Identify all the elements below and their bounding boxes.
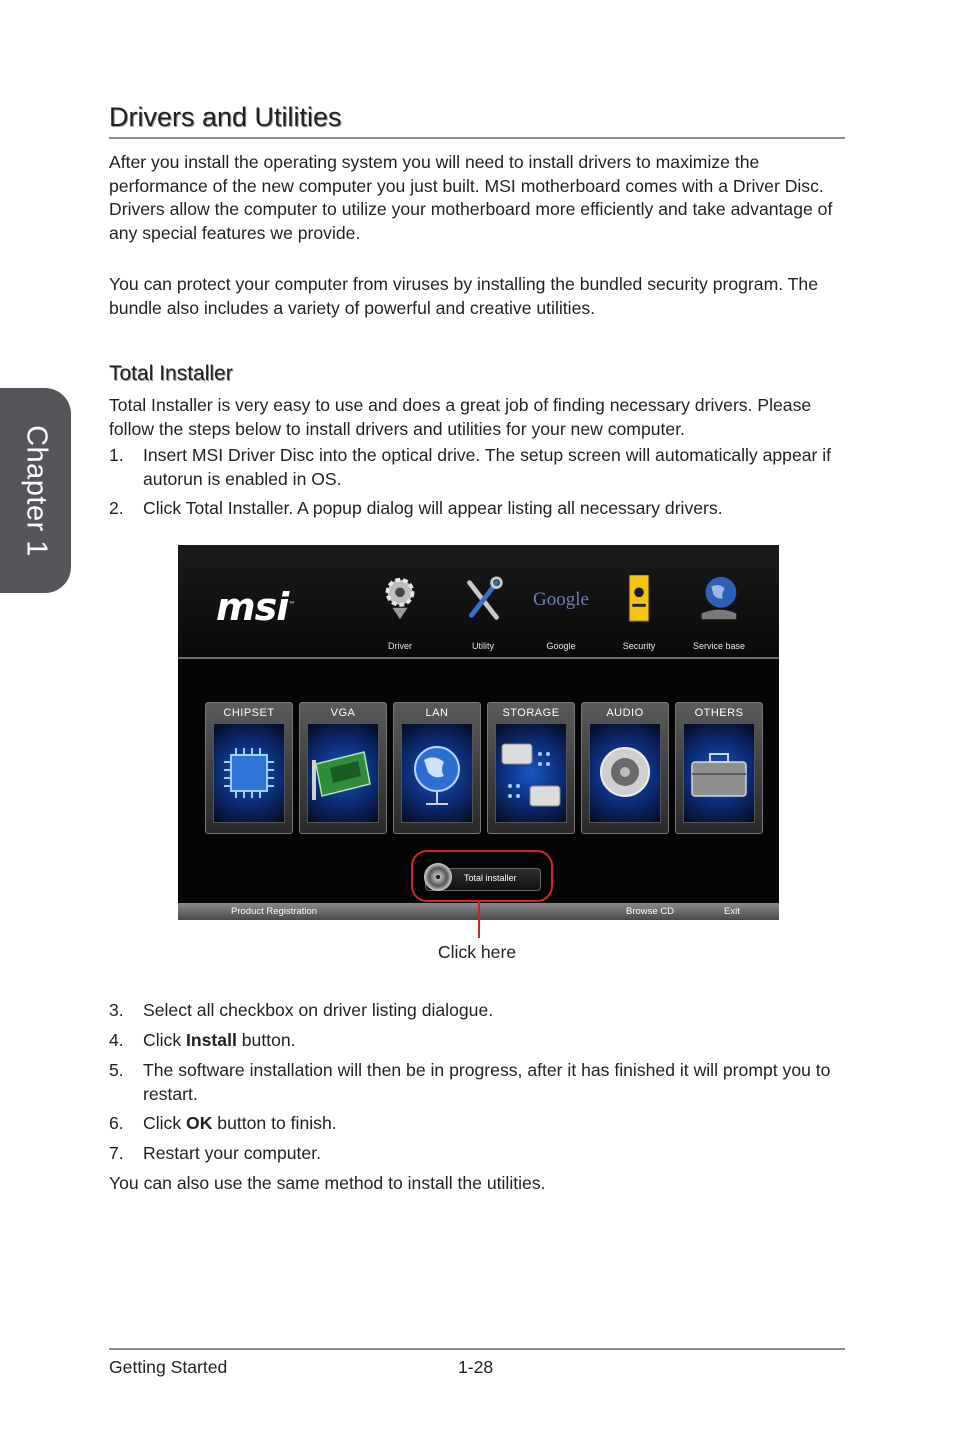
footer-rule xyxy=(109,1348,845,1350)
step-text: The software installation will then be in progress, after it has finished it will prompt you to restart. xyxy=(143,1060,831,1104)
product-registration-link[interactable]: Product Registration xyxy=(231,906,318,917)
category-label: OTHERS xyxy=(694,707,744,719)
graphics-card-icon xyxy=(308,724,378,822)
step-text: Click Install button. xyxy=(143,1030,296,1050)
gear-icon xyxy=(380,575,420,625)
callout-caption: Click here xyxy=(437,942,517,962)
step-number: 4. xyxy=(109,1030,124,1050)
speaker-icon xyxy=(590,724,660,822)
chapter-tab xyxy=(0,388,71,593)
step-text: Insert MSI Driver Disc into the optical drive. The setup screen will automatically appear if autorun is enabled in OS. xyxy=(143,445,832,489)
category-audio[interactable] xyxy=(581,702,669,834)
step-number: 3. xyxy=(109,1000,124,1020)
step-number: 6. xyxy=(109,1113,124,1133)
intro-paragraph-2: You can protect your computer from viruses by installing the bundled security program. The bundle also includes a variety of powerful and creative utilities. xyxy=(109,274,818,318)
tool-service-base[interactable] xyxy=(686,575,752,655)
google-logo: Google xyxy=(533,589,589,610)
step-text: Restart your computer. xyxy=(143,1143,321,1163)
step-number: 5. xyxy=(109,1060,124,1080)
step-number: 1. xyxy=(109,445,124,465)
page-number: 1-28 xyxy=(458,1357,494,1377)
step-text: Select all checkbox on driver listing dialogue. xyxy=(143,1000,494,1020)
total-installer-button[interactable] xyxy=(425,868,541,891)
installer-top-bar xyxy=(178,545,779,659)
intro-paragraph-1: After you install the operating system you will need to install drivers to maximize the performance of the new computer you just built. MSI motherboard comes with a Driver Disc. Drivers allow the computer to utilize your motherboard more efficiently and take advantage of any special features we provide. xyxy=(109,152,833,243)
exit-link[interactable]: Exit xyxy=(724,906,740,917)
tool-google[interactable] xyxy=(528,575,594,655)
globe-hand-icon xyxy=(699,575,739,625)
tool-label: Utility xyxy=(472,641,494,651)
section-title: Total Installer xyxy=(109,362,233,385)
category-label: VGA xyxy=(330,707,356,719)
category-vga[interactable] xyxy=(299,702,387,834)
category-label: CHIPSET xyxy=(223,707,275,719)
chip-icon xyxy=(214,724,284,822)
category-others[interactable] xyxy=(675,702,763,834)
tool-label: Driver xyxy=(388,641,412,651)
browse-cd-link[interactable]: Browse CD xyxy=(626,906,675,917)
wrench-icon xyxy=(463,575,503,625)
ok-keyword: OK xyxy=(186,1113,213,1133)
callout-pointer xyxy=(478,902,480,938)
category-label: STORAGE xyxy=(502,707,560,719)
chapter-tab-label: Chapter 1 xyxy=(20,424,52,557)
globe-icon xyxy=(402,724,472,822)
footer-section: Getting Started xyxy=(109,1357,228,1377)
title-rule xyxy=(109,137,845,139)
tool-label: Service base xyxy=(692,641,746,651)
category-lan[interactable] xyxy=(393,702,481,834)
total-installer-label: Total installer xyxy=(464,873,517,883)
category-storage[interactable] xyxy=(487,702,575,834)
step-number: 7. xyxy=(109,1143,124,1163)
tool-security[interactable] xyxy=(606,575,672,655)
step-text: Click Total Installer. A popup dialog will appear listing all necessary drivers. xyxy=(143,498,723,518)
disc-icon xyxy=(424,863,452,891)
category-label: AUDIO xyxy=(606,707,644,719)
page-title: Drivers and Utilities xyxy=(109,102,342,132)
tool-utility[interactable] xyxy=(450,575,516,655)
category-label: LAN xyxy=(425,707,449,719)
category-chipset[interactable] xyxy=(205,702,293,834)
step-number: 2. xyxy=(109,498,124,518)
section-intro: Total Installer is very easy to use and does a great job of finding necessary drivers. Please follow the steps below to install drivers and utilities for your new computer. xyxy=(109,395,812,439)
installer-screenshot xyxy=(178,545,779,920)
total-installer-highlight xyxy=(411,850,553,902)
step-text: Click OK button to finish. xyxy=(143,1113,337,1133)
tool-driver[interactable] xyxy=(367,575,433,655)
msi-logo: msi™ xyxy=(216,585,295,629)
norton-box-icon xyxy=(619,575,659,625)
closing-paragraph: You can also use the same method to install the utilities. xyxy=(109,1173,546,1193)
tool-label: Security xyxy=(622,641,656,651)
drive-icon xyxy=(496,724,566,822)
toolbox-icon xyxy=(684,724,754,822)
tool-label: Google xyxy=(546,641,576,651)
install-keyword: Install xyxy=(186,1030,237,1050)
